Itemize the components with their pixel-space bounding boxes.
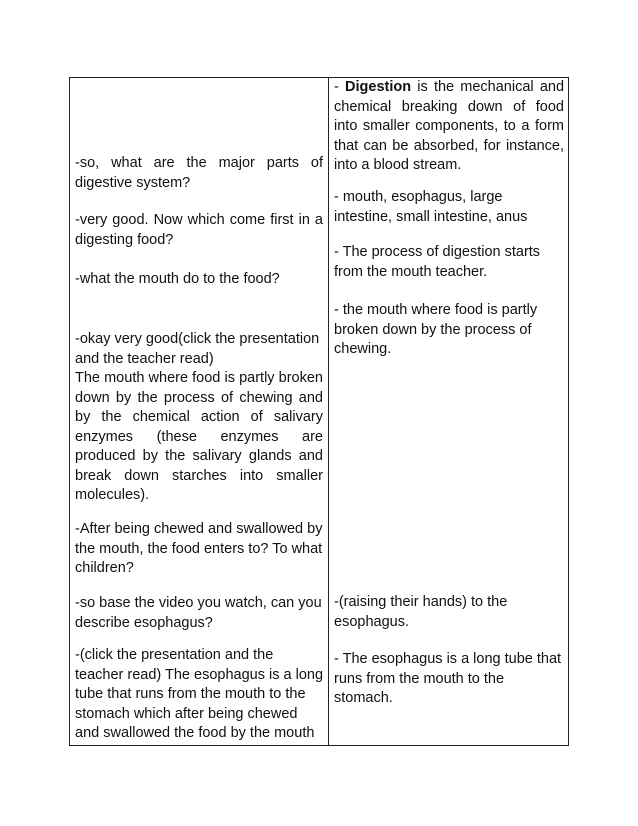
column-divider [328, 78, 329, 745]
lesson-table [69, 77, 569, 746]
teacher-question-describe-esophagus: -so base the video you watch, can you describe esophagus? [75, 595, 322, 631]
student-answer-starts-mouth: - The process of digestion starts from the mouth teacher. [334, 244, 541, 280]
student-answer-esophagus: -(raising their hands) to the esophagus. [334, 594, 508, 630]
teacher-question-major-parts: -so, what are the major parts of digestive system? [75, 155, 323, 191]
definition-text: is the mechanical and chemical breaking down of food into smaller components, to a form that can be absorbed, for instance, into a blood stream. [334, 79, 565, 173]
student-answer-major-parts: - mouth, esophagus, large intestine, small intestine, anus [334, 189, 528, 225]
teacher-question-mouth-role: -what the mouth do to the food? [75, 271, 280, 287]
definition-prefix: - [334, 79, 346, 95]
teacher-reading-mouth: The mouth where food is partly broken down by the process of chewing and by the chemical action of salivary enzymes (these enzymes are produced by the salivary glands and break down starches into smaller molecules). [75, 370, 323, 503]
definition-term: Digestion [345, 79, 412, 95]
teacher-question-which-first: -very good. Now which come first in a digesting food? [75, 212, 323, 248]
teacher-reading-esophagus: -(click the presentation and the teacher read) The esophagus is a long tube that runs from the mouth to the stomach which after being chewed and swallowed the food by the mouth [75, 647, 324, 741]
student-answer-digestion-definition [334, 78, 564, 176]
teacher-question-food-enters: -After being chewed and swallowed by the mouth, the food enters to? To what children? [75, 521, 323, 576]
teacher-instruction-presentation: -okay very good(click the presentation and the teacher read) [75, 331, 320, 367]
student-answer-mouth-role: - the mouth where food is partly broken down by the process of chewing. [334, 302, 538, 357]
student-answer-describe-esophagus: - The esophagus is a long tube that runs from the mouth to the stomach. [334, 651, 562, 706]
